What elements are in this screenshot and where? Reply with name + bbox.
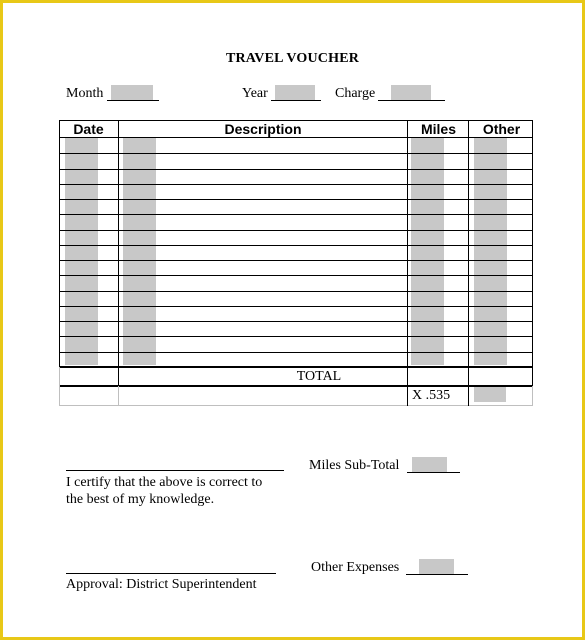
table-row-line [59, 275, 533, 276]
other-expenses-field[interactable] [406, 559, 468, 575]
table-row-line [59, 245, 533, 246]
column-header-miles: Miles [420, 121, 456, 137]
date-column-fill[interactable] [65, 138, 98, 365]
table-row-line [59, 153, 533, 154]
table-row-line [59, 199, 533, 200]
charge-field-underline [378, 100, 445, 101]
month-field-underline [107, 100, 159, 101]
table-bottom-border [59, 405, 533, 406]
month-label: Month [66, 86, 104, 101]
date-column-divider-lower [118, 386, 119, 406]
mileage-multiplier: X .535 [412, 388, 451, 403]
table-row-line [59, 260, 533, 261]
miles-column-divider [468, 120, 469, 406]
approval-label: Approval: District Superintendent [66, 577, 257, 592]
column-header-other: Other [482, 121, 521, 137]
table-right-border [532, 120, 533, 386]
month-field-fill [111, 85, 153, 100]
table-row-line [59, 336, 533, 337]
miles-subtotal-label: Miles Sub-Total [309, 458, 400, 473]
charge-field[interactable] [378, 85, 445, 101]
description-column-fill[interactable] [123, 138, 156, 365]
miles-subtotal-field[interactable] [407, 457, 460, 473]
charge-label: Charge [335, 86, 376, 101]
date-column-divider [118, 120, 119, 386]
charge-field-fill [391, 85, 431, 100]
column-header-description: Description [224, 121, 302, 137]
document-title: TRAVEL VOUCHER [225, 51, 360, 66]
table-row-line [59, 306, 533, 307]
table-row-line [59, 214, 533, 215]
year-field-fill [275, 85, 315, 100]
approval-signature-line[interactable] [66, 573, 276, 574]
table-row-line [59, 291, 533, 292]
certification-line-1: I certify that the above is correct to [66, 475, 263, 490]
column-header-date: Date [73, 121, 104, 137]
table-row-line [59, 230, 533, 231]
year-label: Year [242, 86, 268, 101]
other-column-fill[interactable] [474, 138, 507, 365]
certification-statement [66, 474, 262, 508]
table-right-border-lower [532, 386, 533, 406]
total-label: TOTAL [296, 369, 342, 384]
miles-column-fill[interactable] [411, 138, 444, 365]
certification-signature-line[interactable] [66, 470, 284, 471]
table-row-line [59, 352, 533, 353]
table-left-border-lower [59, 367, 60, 406]
miles-subtotal-underline [407, 472, 460, 473]
description-column-divider [407, 120, 408, 406]
table-left-border [59, 120, 60, 367]
miles-subtotal-fill [412, 457, 447, 472]
year-field[interactable] [271, 85, 321, 101]
table-row-line [59, 321, 533, 322]
expense-table [59, 120, 533, 406]
table-row-line [59, 169, 533, 170]
year-field-underline [271, 100, 321, 101]
other-total-fill[interactable] [474, 387, 506, 402]
certification-line-2: the best of my knowledge. [66, 492, 215, 507]
month-field[interactable] [107, 85, 159, 101]
rows-bottom-border [59, 366, 533, 368]
table-row-line [59, 184, 533, 185]
other-expenses-fill [419, 559, 454, 574]
other-expenses-underline [406, 574, 468, 575]
total-row-bottom-border [59, 385, 533, 387]
other-expenses-label: Other Expenses [311, 560, 400, 575]
